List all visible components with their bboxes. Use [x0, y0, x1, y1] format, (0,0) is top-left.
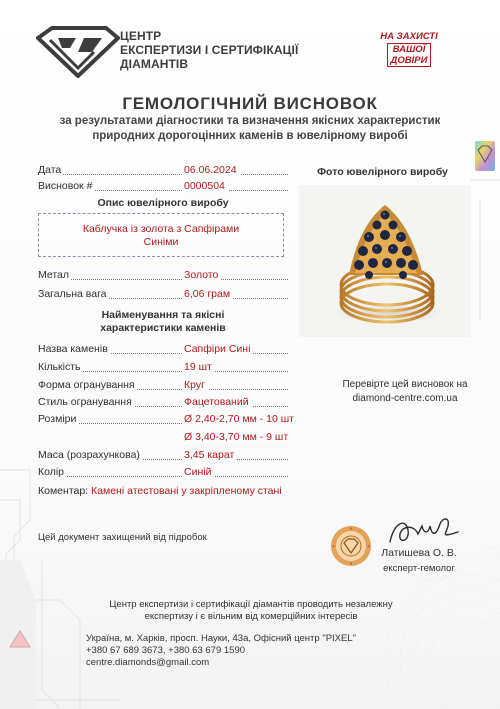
mass-row [38, 448, 288, 462]
org-line2: ЕКСПЕРТИЗИ І СЕРТИФІКАЦІЇ [120, 43, 299, 57]
weight-value: 6,06 грам [183, 287, 233, 301]
shape-value: Круг [183, 378, 208, 392]
description-box [38, 213, 284, 257]
color-label: Колір [38, 466, 65, 478]
warning-triangle-icon [9, 630, 31, 648]
cut-style-row [38, 395, 288, 409]
document-subtitle [40, 114, 460, 144]
footer-email-link[interactable]: centre.diamonds@gmail.com [86, 657, 210, 668]
verify-website-link[interactable]: diamond-centre.com.ua [352, 393, 458, 404]
metal-row [38, 268, 288, 282]
size-row [38, 412, 294, 426]
number-value: 0000504 [183, 179, 228, 193]
date-label: Дата [38, 164, 62, 176]
photo-label: Фото ювелірного виробу [317, 166, 448, 178]
protect-box [387, 43, 432, 67]
hologram-icon [474, 140, 496, 172]
mass-label: Маса (розрахункова) [38, 449, 140, 461]
protect-line1: НА ЗАХИСТІ [380, 31, 438, 42]
verify-note [320, 378, 490, 406]
subtitle-line1: за результатами діагностики та визначення якісних характеристик [59, 115, 441, 127]
footer-statement [86, 599, 416, 623]
document-title: ГЕМОЛОГІЧНИЙ ВИСНОВОК [122, 94, 378, 113]
signer-block [360, 546, 478, 576]
color-row [38, 465, 288, 479]
dotted-leader [38, 163, 288, 175]
cut-style-value: Фацетований [183, 395, 252, 409]
verify-line1: Перевірте цей висновок на [342, 379, 468, 390]
mass-value: 3,45 карат [183, 448, 237, 462]
footer-statement-line1: Центр експертизи і сертифікації діамантів проводить незалежну [109, 599, 393, 610]
cut-style-label: Стиль огранування [38, 396, 132, 408]
diamond-logo-icon [36, 26, 120, 78]
description-line1: Каблучка із золота з Сапфірами [82, 223, 240, 235]
stone-name-value: Сапфіри Сині [183, 342, 253, 356]
comment-label: Коментар: [38, 485, 89, 497]
signer-name: Латишева О. В. [381, 547, 457, 559]
date-value: 06.06.2024 [183, 163, 240, 177]
weight-label: Загальна вага [38, 288, 107, 300]
stones-title-line1: Найменування та якісні [101, 309, 225, 321]
stones-title-line2: характеристики каменів [100, 322, 226, 334]
footer [86, 599, 416, 669]
trust-stamp [364, 31, 454, 67]
dotted-leader [38, 268, 288, 280]
org-line3: ДІАМАНТІВ [120, 57, 189, 71]
size-value-2: Ø 3,40-3,70 мм - 9 шт [183, 430, 291, 444]
footer-contacts [86, 633, 416, 669]
org-line1: ЦЕНТР [120, 29, 162, 43]
comment-value: Камені атестовані у закріпленому стані [91, 485, 282, 497]
ring-photo [299, 185, 471, 337]
size-label: Розміри [38, 413, 77, 425]
description-line2: Синіми [143, 236, 179, 248]
subtitle-line2: природних дорогоцінних каменів в ювелірному виробі [92, 130, 408, 142]
footer-address: Україна, м. Харків, просп. Науки, 43а, Офісний центр "PIXEL" [86, 633, 357, 644]
protect-line3: ДОВІРИ [390, 55, 428, 66]
footer-phones: +380 67 689 3673, +380 63 679 1590 [86, 645, 246, 656]
protect-line2: ВАШОЇ [392, 44, 426, 55]
metal-value: Золото [183, 268, 221, 282]
stone-name-label: Назва каменів [38, 343, 108, 355]
comment-row [38, 484, 368, 498]
description-title: Опис ювелірного виробу [97, 197, 229, 209]
metal-label: Метал [38, 269, 70, 281]
anti-forgery-note: Цей документ захищений від підробок [38, 532, 207, 543]
stone-name-row [38, 342, 288, 356]
quantity-row [38, 360, 288, 374]
shape-label: Форма огранування [38, 379, 135, 391]
dotted-leader [38, 465, 288, 477]
size-value-1: Ø 2,40-2,70 мм - 10 шт [183, 412, 297, 426]
size-row-2 [38, 430, 288, 444]
quantity-value: 19 шт [183, 360, 215, 374]
organization-name [120, 29, 340, 71]
number-label: Висновок # [38, 180, 93, 192]
quantity-label: Кількість [38, 361, 81, 373]
shape-row [38, 378, 288, 392]
number-row [38, 179, 288, 193]
footer-statement-line2: експертизу і є вільним від комерційних інтересів [144, 611, 358, 622]
stones-title [38, 309, 288, 335]
date-row [38, 163, 288, 177]
signer-role: експерт-гемолог [383, 563, 455, 574]
weight-row [38, 287, 288, 301]
color-value: Синій [183, 465, 214, 479]
